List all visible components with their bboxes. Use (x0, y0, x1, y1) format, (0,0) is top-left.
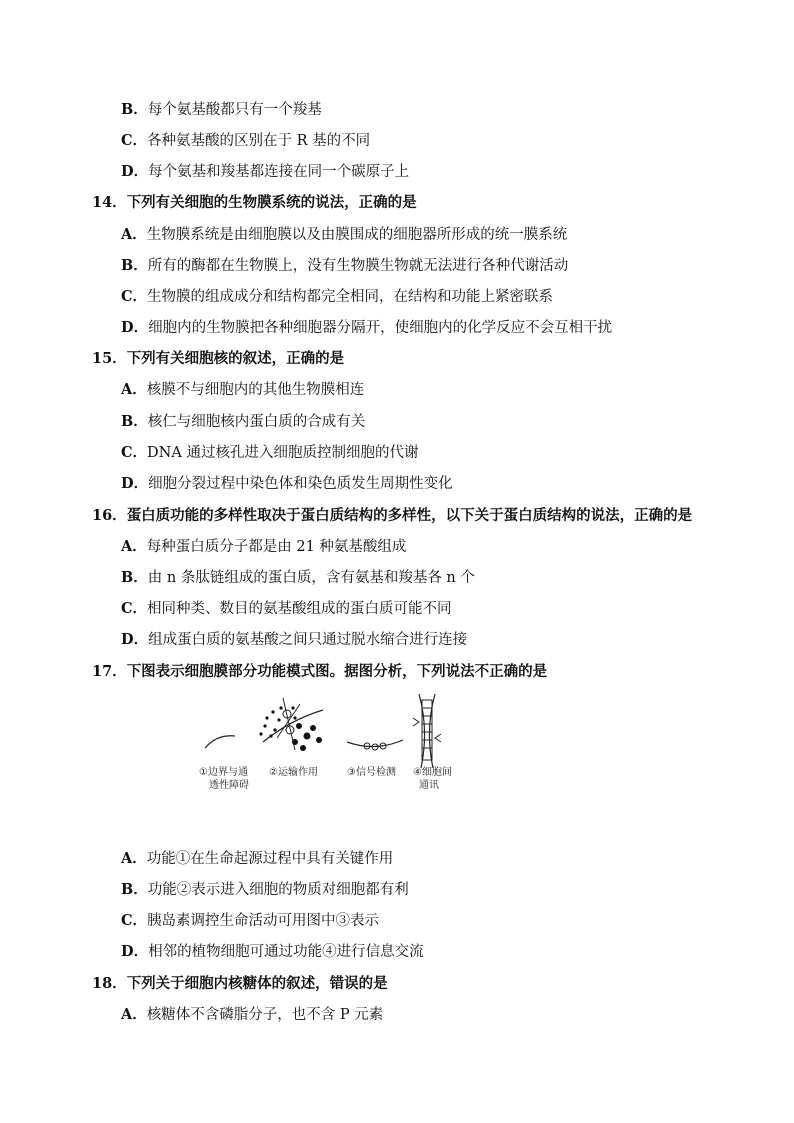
option-text: 每个氨基酸都只有一个羧基 (147, 102, 322, 118)
option-text: 由 n 条肽链组成的蛋白质，含有氨基和羧基各 n 个 (147, 570, 475, 586)
option-letter: A． (121, 1006, 147, 1023)
option-text: 功能①在生命起源过程中具有关键作用 (146, 851, 394, 867)
question-number: 15． (92, 350, 127, 367)
figure-label-3: ③信号检测 (347, 767, 396, 778)
option-letter: C． (121, 912, 148, 929)
q15-option-b (121, 412, 365, 432)
q16-option-c (121, 599, 452, 619)
option-text: DNA 通过核孔进入细胞质控制细胞的代谢 (147, 445, 419, 461)
question-stem: 蛋白质功能的多样性取决于蛋白质结构的多样性，以下关于蛋白质结构的说法，正确的是 (126, 507, 693, 524)
question-17 (92, 662, 547, 682)
option-letter: D． (121, 631, 149, 648)
signal-detection-diagram (347, 740, 403, 750)
option-text: 生物膜系统是由细胞膜以及由膜围成的细胞器所形成的统一膜系统 (146, 227, 568, 243)
option-text: 所有的酶都在生物膜上，没有生物膜生物就无法进行各种代谢活动 (147, 258, 569, 274)
q14-option-b (121, 256, 568, 276)
question-15 (92, 349, 344, 369)
q16-option-a (121, 537, 406, 557)
q18-option-a (121, 1005, 383, 1025)
option-letter: B． (121, 569, 148, 586)
question-stem: 下列有关细胞核的叙述，正确的是 (126, 350, 345, 367)
option-text: 核糖体不含磷脂分子，也不含 P 元素 (146, 1007, 384, 1023)
figure-label-4 (413, 766, 452, 792)
option-letter: C． (121, 444, 148, 461)
option-letter: D． (121, 475, 149, 492)
q13-option-d (121, 162, 409, 182)
option-text: 胰岛素调控生命活动可用图中③表示 (147, 913, 380, 929)
q15-option-c (121, 443, 418, 463)
q14-option-d (121, 318, 612, 338)
option-letter: C． (121, 132, 148, 149)
option-letter: A． (121, 850, 147, 867)
figure-label-4-line2: 通讯 (419, 780, 439, 791)
membrane-function-diagram (195, 690, 475, 770)
q14-option-a (121, 225, 567, 245)
option-text: 组成蛋白质的氨基酸之间只通过脱水缩合进行连接 (148, 632, 468, 648)
option-text: 核膜不与细胞内的其他生物膜相连 (146, 382, 365, 398)
q13-option-b (121, 100, 322, 120)
transport-diagram (259, 698, 323, 751)
q13-option-c (121, 131, 370, 151)
option-letter: D． (121, 943, 149, 960)
question-stem: 下列关于细胞内核糖体的叙述，错误的是 (126, 975, 388, 992)
question-number: 18． (92, 975, 127, 992)
option-text: 各种氨基酸的区别在于 R 基的不同 (147, 133, 371, 149)
option-letter: C． (121, 600, 148, 617)
question-14 (92, 193, 417, 213)
q15-option-a (121, 380, 364, 400)
option-text: 每种蛋白质分子都是由 21 种氨基酸组成 (146, 539, 407, 555)
cell-communication-diagram (413, 694, 441, 768)
q16-option-b (121, 568, 475, 588)
question-number: 17． (92, 663, 127, 680)
question-number: 16． (92, 507, 127, 524)
option-text: 功能②表示进入细胞的物质对细胞都有利 (147, 882, 409, 898)
option-letter: D． (121, 319, 149, 336)
boundary-membrane-arc (205, 736, 235, 748)
question-number: 14． (92, 194, 127, 211)
option-letter: A． (121, 381, 147, 398)
option-letter: D． (121, 163, 149, 180)
option-text: 相同种类、数目的氨基酸组成的蛋白质可能不同 (147, 601, 452, 617)
question-16 (92, 506, 692, 526)
option-text: 每个氨基和羧基都连接在同一个碳原子上 (148, 164, 410, 180)
figure-label-2: ②运输作用 (269, 767, 318, 778)
option-text: 生物膜的组成成分和结构都完全相同，在结构和功能上紧密联系 (147, 289, 554, 305)
figure-label-1 (199, 766, 249, 792)
option-text: 相邻的植物细胞可通过功能④进行信息交流 (148, 944, 424, 960)
option-text: 细胞分裂过程中染色体和染色质发生周期性变化 (148, 476, 453, 492)
option-letter: B． (121, 101, 148, 118)
q17-option-d (121, 942, 424, 962)
option-letter: B． (121, 881, 148, 898)
question-stem: 下图表示细胞膜部分功能模式图。据图分析，下列说法不正确的是 (126, 663, 548, 680)
figure-label-4-line1: ④细胞间 (413, 767, 452, 778)
option-letter: A． (121, 226, 147, 243)
q15-option-d (121, 474, 453, 494)
option-letter: C． (121, 288, 148, 305)
question-stem: 下列有关细胞的生物膜系统的说法，正确的是 (126, 194, 417, 211)
membrane-function-figure (195, 690, 475, 800)
option-letter: B． (121, 257, 148, 274)
option-letter: A． (121, 538, 147, 555)
q16-option-d (121, 630, 467, 650)
q14-option-c (121, 287, 553, 307)
option-text: 细胞内的生物膜把各种细胞器分隔开，使细胞内的化学反应不会互相干扰 (148, 320, 613, 336)
figure-label-1-line1: ①边界与通 (199, 767, 248, 778)
option-letter: B． (121, 413, 148, 430)
q17-option-c (121, 911, 379, 931)
q17-option-b (121, 880, 409, 900)
question-18 (92, 974, 388, 994)
option-text: 核仁与细胞核内蛋白质的合成有关 (147, 414, 366, 430)
q17-option-a (121, 849, 393, 869)
figure-label-1-line2: 透性障碍 (209, 780, 249, 791)
